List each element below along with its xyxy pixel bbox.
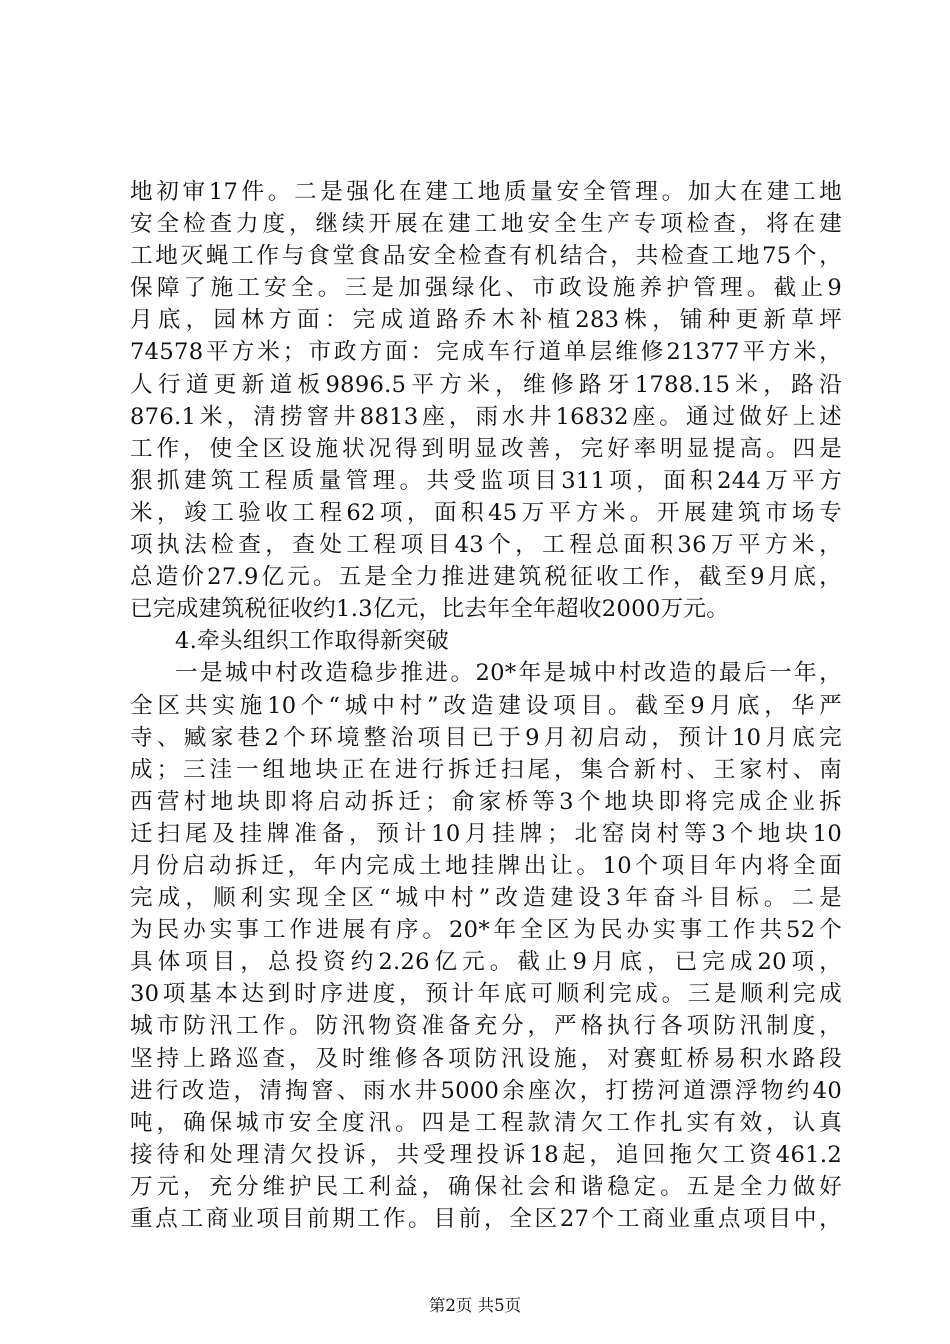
text-line: 月底，园林方面：完成道路乔木补植283株，铺种更新草坪 <box>130 307 842 334</box>
text-line: 坚持上路巡查，及时维修各项防汛设施，对赛虹桥易积水路段 <box>130 1045 842 1072</box>
text-line: 成；三洼一组地块正在进行拆迁扫尾，集合新村、王家村、南 <box>130 756 842 783</box>
text-line: 狠抓建筑工程质量管理。共受监项目311项，面积244万平方 <box>130 467 842 494</box>
text-line: 吨，确保城市安全度汛。四是工程款清欠工作扎实有效，认真 <box>130 1109 842 1136</box>
text-line: 完成，顺利实现全区“城中村”改造建设3年奋斗目标。二是 <box>130 885 842 912</box>
text-line: 重点工商业项目前期工作。目前，全区27个工商业重点项目中， <box>130 1206 842 1232</box>
text-line: 月份启动拆迁，年内完成土地挂牌出让。10个项目年内将全面 <box>130 852 842 879</box>
text-line: 城市防汛工作。防汛物资准备充分，严格执行各项防汛制度， <box>130 1013 842 1040</box>
text-line: 已完成建筑税征收约1.3亿元，比去年全年超收2000万元。 <box>130 596 730 623</box>
text-line: 地初审17件。二是强化在建工地质量安全管理。加大在建工地 <box>130 179 842 205</box>
text-line: 74578平方米；市政方面：完成车行道单层维修21377平方米， <box>130 339 842 366</box>
section-heading: 4.牵头组织工作取得新突破 <box>175 628 449 655</box>
text-line: 全区共实施10个“城中村”改造建设项目。截至9月底，华严 <box>130 692 842 719</box>
text-line: 接待和处理清欠投诉，共受理投诉18起，追回拖欠工资461.2 <box>130 1141 842 1168</box>
text-line: 迁扫尾及挂牌准备，预计10月挂牌；北窑岗村等3个地块10 <box>130 820 842 847</box>
document-body <box>130 176 842 1235</box>
text-line: 米，竣工验收工程62项，面积45万平方米。开展建筑市场专 <box>130 499 842 526</box>
text-line: 进行改造，清掏窨、雨水井5000余座次，打捞河道漂浮物约40 <box>130 1077 842 1104</box>
text-line: 西营村地块即将启动拆迁；俞家桥等3个地块即将完成企业拆 <box>130 788 842 815</box>
text-line: 人行道更新道板9896.5平方米，维修路牙1788.15米，路沿 <box>130 371 842 398</box>
text-line: 总造价27.9亿元。五是全力推进建筑税征收工作，截至9月底， <box>130 564 842 591</box>
text-line: 工地灭蝇工作与食堂食品安全检查有机结合，共检查工地75个， <box>130 243 842 270</box>
text-line: 安全检查力度，继续开展在建工地安全生产专项检查，将在建 <box>130 211 842 238</box>
text-line: 保障了施工安全。三是加强绿化、市政设施养护管理。截止9 <box>130 275 842 302</box>
page-footer <box>0 1296 950 1316</box>
text-line: 具体项目，总投资约2.26亿元。截止9月底，已完成20项， <box>130 949 842 976</box>
page-number-label: 第2页 共5页 <box>428 1296 522 1315</box>
text-line: 寺、臧家巷2个环境整治项目已于9月初启动，预计10月底完 <box>130 724 842 751</box>
text-line: 万元，充分维护民工利益，确保社会和谐稳定。五是全力做好 <box>130 1173 842 1200</box>
text-line: 一是城中村改造稳步推进。20*年是城中村改造的最后一年， <box>175 660 842 687</box>
text-line: 30项基本达到时序进度，预计年底可顺利完成。三是顺利完成 <box>130 981 842 1008</box>
text-line: 工作，使全区设施状况得到明显改善，完好率明显提高。四是 <box>130 435 842 462</box>
text-line: 为民办实事工作进展有序。20*年全区为民办实事工作共52个 <box>130 917 842 944</box>
text-line: 项执法检查，查处工程项目43个，工程总面积36万平方米， <box>130 532 842 559</box>
text-line: 876.1米，清捞窨井8813座，雨水井16832座。通过做好上述 <box>130 403 842 430</box>
